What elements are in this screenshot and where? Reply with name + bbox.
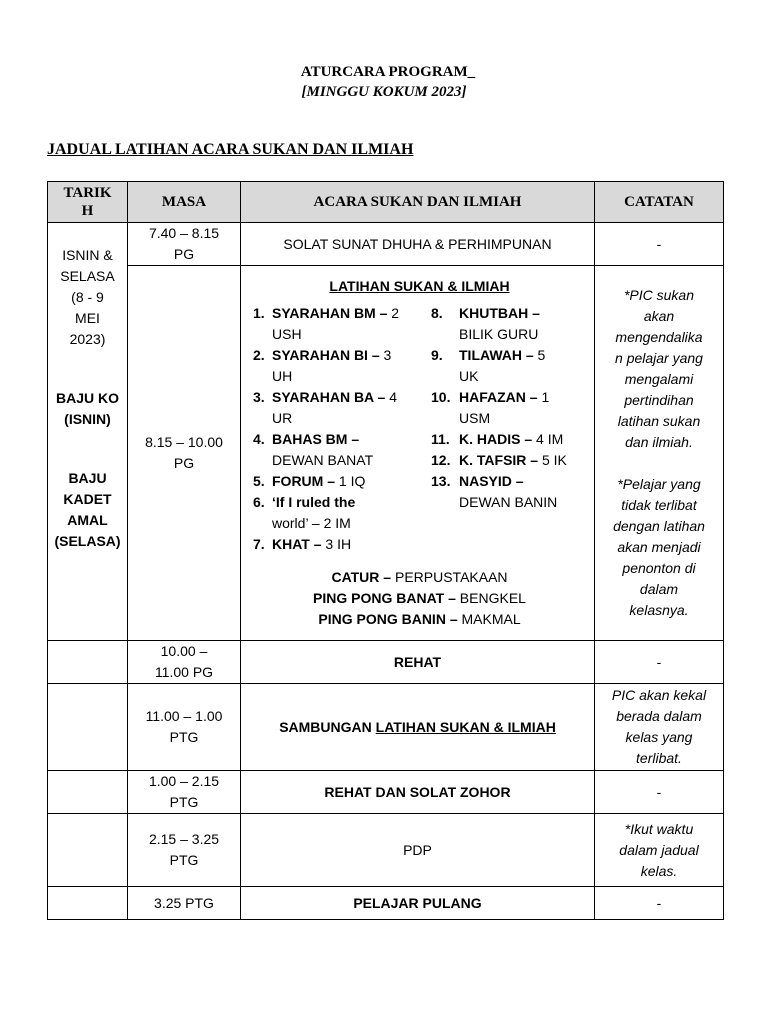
item-number: 2. [253,347,265,363]
table-row [48,223,724,266]
event-location: 2 [387,305,400,321]
event-name: BAHAS BM – [272,431,360,447]
event-location: 1 [537,389,550,405]
event-name: PING PONG BANIN – [318,611,458,627]
list-item [253,471,431,492]
tarikh-empty [48,641,128,684]
tarikh-empty [48,814,128,887]
header-row [48,182,724,223]
note-line: *Pelajar yang [617,476,701,492]
event-name: NASYID – [459,473,524,489]
event-location: 5 [533,347,546,363]
note-line: pertindihan [624,392,694,408]
event-list-left [253,303,431,555]
event-location: 3 [379,347,392,363]
acara-cell: PDP [241,814,595,887]
item-number: 13. [431,473,451,489]
event-location: DEWAN BANIN [459,494,558,510]
extra-event [253,588,586,609]
masa-cell: 10.00 – 11.00 PG [128,641,241,684]
list-item [431,471,581,513]
event-name: SYARAHAN BA – [272,389,386,405]
event-name: SYARAHAN BM – [272,305,388,321]
catatan-cell [595,684,724,771]
table-row [48,266,724,641]
item-number: 12. [431,452,451,468]
list-item [431,387,581,429]
title-line-1: ATURCARA PROGRAM_ [300,64,476,80]
item-number: 5. [253,473,265,489]
header-acara: ACARA SUKAN DAN ILMIAH [241,182,595,223]
table-row [48,887,724,920]
event-list-right [431,303,581,555]
list-item [253,429,431,471]
event-name: KHAT – [272,536,322,552]
acara-cell [241,266,595,641]
item-number: 6. [253,494,265,510]
acara-cell: SOLAT SUNAT DHUHA & PERHIMPUNAN [241,223,595,266]
event-location: 3 IH [321,536,352,552]
event-location: 5 IK [538,452,567,468]
tarikh-empty [48,684,128,771]
note-line: dengan latihan [613,518,705,534]
masa-cell: 8.15 – 10.00 PG [128,266,241,641]
catatan-cell: - [595,887,724,920]
note-line: akan menjadi [617,539,701,555]
note-line: berada dalam [616,708,702,724]
note-line: mengalami [624,371,694,387]
table-row [48,684,724,771]
masa-cell: 2.15 – 3.25 PTG [128,814,241,887]
table-row [48,771,724,814]
table-title: JADUAL LATIHAN ACARA SUKAN DAN ILMIAH [47,141,414,158]
event-location: DEWAN BANAT [272,452,374,468]
note-line: kelas yang [625,729,693,745]
header-masa: MASA [128,182,241,223]
masa-cell: 1.00 – 2.15 PTG [128,771,241,814]
extra-event [253,609,586,630]
list-item [431,429,581,450]
event-location: UH [272,368,293,384]
header-tarikh: TARIK H [48,182,128,223]
tarikh-empty [48,887,128,920]
item-number: 3. [253,389,265,405]
header-catatan: CATATAN [595,182,724,223]
note-line: tidak terlibat [621,497,697,513]
catatan-cell: - [595,641,724,684]
catatan-cell: - [595,771,724,814]
catatan-cell [595,266,724,641]
list-item [253,345,431,387]
list-item [253,492,431,534]
event-name: KHUTBAH – [459,305,540,321]
list-item [431,345,581,387]
note-line: *PIC sukan [623,287,695,303]
catatan-cell: - [595,223,724,266]
event-name: SYARAHAN BI – [272,347,380,363]
note-line: dan ilmiah. [625,434,693,450]
event-location: 4 IM [532,431,564,447]
event-location: world’ – 2 IM [272,515,351,531]
item-number: 11. [431,431,450,447]
item-number: 9. [431,347,443,363]
note-line: akan [643,308,675,324]
extra-event [253,567,586,588]
note-line: terlibat. [636,750,682,766]
baju-isnin: BAJU KO (ISNIN) [55,390,119,427]
list-item [431,450,581,471]
note-line: PIC akan kekal [611,687,707,703]
note-line: n pelajar yang [615,350,703,366]
event-location: UR [272,410,293,426]
event-location: PERPUSTAKAAN [391,569,508,585]
acara-cell: PELAJAR PULANG [241,887,595,920]
note-line: *Ikut waktu [624,820,694,837]
event-location: 4 [385,389,398,405]
event-name: HAFAZAN – [459,389,538,405]
note-line: dalam jadual [619,841,699,858]
latihan-heading: LATIHAN SUKAN & ILMIAH [329,278,510,294]
event-location: USH [272,326,302,342]
table-row [48,814,724,887]
extra-events [253,567,586,630]
acara-cell: REHAT [241,641,595,684]
acara-cell: REHAT DAN SOLAT ZOHOR [241,771,595,814]
acara-cell: SAMBUNGAN LATIHAN SUKAN & ILMIAH [241,684,595,771]
note-line: latihan sukan [617,413,701,429]
item-number: 10. [431,389,451,405]
event-location: USM [459,410,491,426]
baju-selasa: BAJU KADET AMAL (SELASA) [54,470,121,549]
tarikh-cell: ISNIN & SELASA (8 - 9 MEI 2023) BAJU KO (ISNIN) BAJU KADET AMAL (SELASA) [48,223,128,641]
event-location: UK [459,368,479,384]
catatan-cell [595,814,724,887]
event-name: TILAWAH – [459,347,534,363]
masa-cell: 7.40 – 8.15 PG [128,223,241,266]
event-name: PING PONG BANAT – [313,590,456,606]
table-row [48,641,724,684]
note-line: mengendalika [615,329,703,345]
note-line: dalam [639,581,679,597]
note-line: kelasnya. [629,602,689,618]
note-line: kelas. [640,862,678,879]
list-item [431,303,581,345]
masa-cell: 11.00 – 1.00 PTG [128,684,241,771]
event-location: BILIK GURU [459,326,539,342]
schedule-table [47,181,724,920]
event-location: BENGKEL [455,590,526,606]
list-item [253,303,431,345]
event-location: MAKMAL [457,611,521,627]
masa-cell: 3.25 PTG [128,887,241,920]
item-number: 1. [253,305,265,321]
item-number: 8. [431,305,443,321]
tarikh-empty [48,771,128,814]
event-name: FORUM – [272,473,335,489]
item-number: 7. [253,536,265,552]
item-number: 4. [253,431,265,447]
list-item [253,387,431,429]
event-name: ‘If I ruled the [272,494,356,510]
event-name: CATUR – [331,569,392,585]
event-name: K. HADIS – [459,431,533,447]
event-name: K. TAFSIR – [459,452,539,468]
event-location: 1 IQ [335,473,366,489]
note-line: penonton di [622,560,696,576]
title-line-2: [MINGGU KOKUM 2023] [301,84,467,100]
list-item [253,534,431,555]
